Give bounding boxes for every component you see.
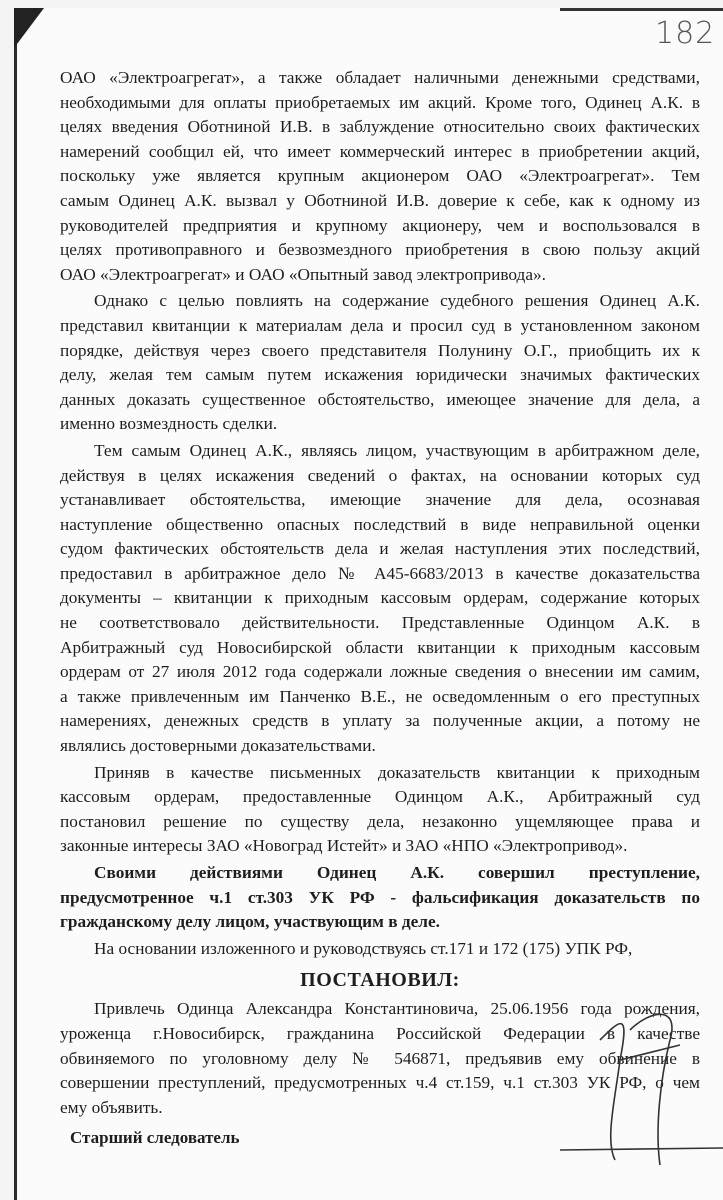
- scan-top-edge: [560, 8, 723, 11]
- text-line: поскольку уже является крупным акционером ОАО «Электроагрегат». Тем: [60, 166, 700, 186]
- text-line: данных доказать существенное обстоятельство, имеющее значение для дела, а: [60, 389, 700, 409]
- text-line: Привлечь Одинца Александра Константиновича, 25.06.1956 года рождения,: [94, 999, 700, 1019]
- text-line: предоставил в арбитражное дело № А45-6683/2013 в качестве доказательства: [60, 563, 700, 583]
- text-line: намерениях, денежных средств в уплату за полученные акции, а потому не: [60, 711, 700, 731]
- text-line: судом фактических обстоятельств дела и желая наступления этих последствий,: [60, 539, 700, 559]
- text-line: Приняв в качестве письменных доказательств квитанции к приходным: [94, 762, 700, 782]
- text-line: представил квитанции к материалам дела и просил суд в установленном законом: [60, 315, 700, 335]
- text-line: кассовым ордерам, предоставленные Одинцом А.К., Арбитражный суд: [60, 787, 700, 807]
- text-line: ему объявить.: [60, 1097, 163, 1117]
- text-line: являлись достоверными доказательствами.: [60, 736, 376, 756]
- handwritten-page-number: 182: [655, 16, 716, 51]
- text-line: необходимыми для оплаты приобретаемых им акций. Кроме того, Одинец А.К. в: [60, 92, 700, 112]
- text-line: Тем самым Одинец А.К., являясь лицом, участвующим в арбитражном деле,: [94, 440, 700, 460]
- text-line: самым Одинец А.К. вызвал у Оботниной И.В. доверие к себе, как к одному из: [60, 190, 700, 210]
- text-line: обвиняемого по уголовному делу № 546871, предъявив ему обвинение в: [60, 1048, 700, 1068]
- text-line: именно возмездность сделки.: [60, 414, 278, 434]
- text-line: ОАО «Электроагрегат» и ОАО «Опытный завод электропривода».: [60, 264, 546, 284]
- text-line: не соответствовало действительности. Представленные Одинцом А.К. в: [60, 613, 700, 633]
- text-line: Своими действиями Одинец А.К. совершил преступление,: [94, 863, 700, 882]
- text-line: устанавливает обстоятельства, имеющие значение для дела, осознавая: [60, 490, 700, 510]
- text-line: документы – квитанции к приходным кассовым ордерам, содержание которых: [60, 588, 700, 608]
- text-line: делу, желая тем самым путем искажения юридически значимых фактических: [60, 365, 700, 385]
- resolution-heading: ПОСТАНОВИЛ:: [300, 969, 460, 992]
- text-line: постановил решение по существу дела, незаконно ущемляющее права и: [60, 811, 700, 831]
- text-line: Однако с целью повлиять на содержание судебного решения Одинец А.К.: [94, 291, 700, 311]
- signatory-role: Старший следователь: [70, 1128, 240, 1147]
- text-line: На основании изложенного и руководствуясь ст.171 и 172 (175) УПК РФ,: [94, 938, 633, 958]
- text-line: гражданскому делу лицом, участвующим в деле.: [60, 912, 440, 932]
- text-line: порядке, действуя через своего представителя Полунину О.Г., приобщить их к: [60, 340, 700, 360]
- text-line: наступление общественно опасных последствий в виде неправильной оценки: [60, 514, 700, 534]
- text-line: ОАО «Электроагрегат», а также обладает наличными денежными средствами,: [60, 68, 700, 87]
- handwritten-signature: [560, 1000, 723, 1170]
- text-line: уроженца г.Новосибирск, гражданина Российской Федерации в качестве: [60, 1023, 700, 1043]
- text-line: Арбитражный суд Новосибирской области квитанции к приходным кассовым: [60, 637, 700, 657]
- text-line: намерений сообщил ей, что имеет коммерческий интерес в приобретении акций,: [60, 141, 700, 161]
- text-line: законные интересы ЗАО «Новоград Истейт» и ЗАО «НПО «Электропривод».: [60, 836, 628, 856]
- text-line: руководителей предприятия и крупному акционеру, чем и воспользовался в: [60, 215, 700, 235]
- text-line: действуя в целях искажения сведений о фактах, на основании которых суд: [60, 465, 700, 485]
- text-line: а также привлеченным им Панченко В.Е., не осведомленным о его преступных: [60, 686, 700, 706]
- text-line: предусмотренное ч.1 ст.303 УК РФ - фальсификация доказательств по: [60, 887, 700, 907]
- text-line: целях противоправного и безвозмездного приобретения в свою пользу акций: [60, 240, 700, 260]
- scan-corner-shadow: [14, 8, 44, 48]
- text-line: ордерам от 27 июля 2012 года содержали ложные сведения о внесении им самим,: [60, 662, 700, 682]
- text-line: целях введения Оботниной И.В. в заблуждение относительно своих фактических: [60, 117, 700, 137]
- document-body: [60, 66, 700, 1120]
- text-line: совершении преступлений, предусмотренных ч.4 ст.159, ч.1 ст.303 УК РФ, о чем: [60, 1073, 700, 1093]
